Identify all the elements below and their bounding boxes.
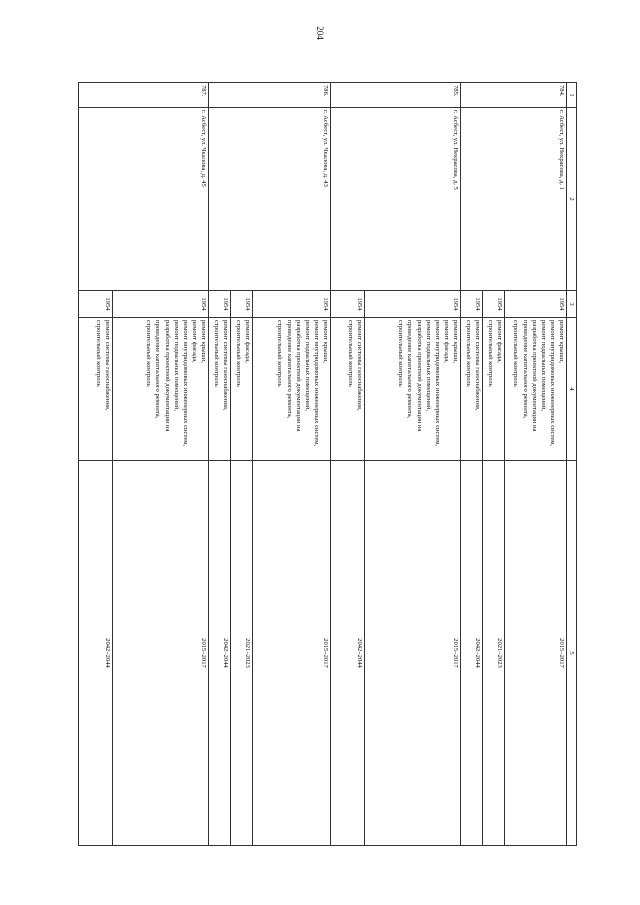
work-item: ремонт системы газоснабжения, [103,320,111,411]
works-cell [252,318,330,461]
work-item: ремонт системы газоснабжения, [355,320,363,411]
header-col-4: 4 [566,318,576,461]
work-item: ремонт подвальных помещений, [172,320,180,411]
year-cell: 1954 [208,291,230,318]
work-item: строительный контроль [94,320,102,387]
address-cell: г. Асбест, ул. Чкалова, д. 43 [208,108,330,291]
work-item: строительный контроль [486,320,494,387]
year-cell: 1954 [460,291,482,318]
works-cell [208,318,230,461]
table-row [252,83,330,846]
work-item: ремонт фасада, [243,320,251,363]
work-item: разработка проектной документации на [530,320,538,432]
work-item: разработка проектной документации на [163,320,171,432]
year-cell: 1954 [230,291,252,318]
works-cell [330,318,364,461]
works-cell [460,318,482,461]
header-col-3: 3 [566,291,576,318]
year-cell: 1954 [482,291,504,318]
header-col-2: 2 [566,108,576,291]
year-cell: 1954 [364,291,460,318]
header-col-1: 1 [566,83,576,108]
work-item: строительный контроль [234,320,242,387]
work-item: ремонт системы газоснабжения, [473,320,481,411]
work-item: разработка проектной документации на [415,320,423,432]
header-col-5: 5 [566,461,576,846]
work-item: строительный контроль [212,320,220,387]
year-cell: 1954 [504,291,566,318]
row-number-cell: 785. [330,83,460,108]
table-row [504,83,566,846]
year-cell: 1954 [330,291,364,318]
address-cell: г. Асбест, ул. Некрасова, д. 1 [460,108,566,291]
work-item: строительный контроль [145,320,153,387]
work-item: строительный контроль [512,320,520,387]
period-cell: 2021–2023 [482,461,504,846]
work-item: ремонт подвальных помещений, [539,320,547,411]
period-cell: 2015–2017 [504,461,566,846]
work-item: строительный контроль [276,320,284,387]
year-cell: 1954 [252,291,330,318]
period-cell: 2042–2044 [460,461,482,846]
work-item: ремонт подвальных помещений, [303,320,311,411]
work-item: ремонт крыши, [321,320,329,363]
row-number-cell: 784. [460,83,566,108]
page-number: 204 [315,26,325,40]
work-item: ремонт внутридомовых инженерных систем, [312,320,320,447]
address-cell: г. Асбест, ул. Чкалова, д. 45 [78,108,208,291]
work-item: ремонт подвальных помещений, [424,320,432,411]
rotated-table-wrapper [84,82,577,846]
work-item: строительный контроль [397,320,405,387]
works-cell [482,318,504,461]
work-item: строительный контроль [346,320,354,387]
work-item: проведение капитального ремонта, [285,320,293,419]
work-item: ремонт крыши, [199,320,207,363]
work-item: ремонт фасада, [442,320,450,363]
work-item: ремонт фасада, [190,320,198,363]
table-body [78,83,566,846]
period-cell: 2021–2023 [230,461,252,846]
address-cell: г. Асбест, ул. Некрасова, д. 5 [330,108,460,291]
works-cell [112,318,208,461]
work-item: проведение капитального ремонта, [521,320,529,419]
repair-schedule-table [78,82,577,846]
works-cell [364,318,460,461]
work-item: ремонт внутридомовых инженерных систем, [181,320,189,447]
work-item: разработка проектной документации на [294,320,302,432]
year-cell: 1954 [112,291,208,318]
row-number-cell: 787. [78,83,208,108]
work-item: проведение капитального ремонта, [406,320,414,419]
period-cell: 2015–2017 [364,461,460,846]
work-item: ремонт крыши, [451,320,459,363]
work-item: строительный контроль [464,320,472,387]
table-header-row [566,83,576,846]
work-item: ремонт системы газоснабжения, [221,320,229,411]
work-item: ремонт крыши, [557,320,565,363]
period-cell: 2042–2044 [78,461,112,846]
row-number-cell: 786. [208,83,330,108]
table-row [112,83,208,846]
year-cell: 1954 [78,291,112,318]
period-cell: 2015–2017 [252,461,330,846]
period-cell: 2015–2017 [112,461,208,846]
works-cell [230,318,252,461]
work-item: ремонт внутридомовых инженерных систем, [548,320,556,447]
period-cell: 2042–2044 [208,461,230,846]
period-cell: 2042–2044 [330,461,364,846]
works-cell [504,318,566,461]
work-item: ремонт внутридомовых инженерных систем, [433,320,441,447]
works-cell [78,318,112,461]
work-item: ремонт фасада, [495,320,503,363]
table-row [364,83,460,846]
work-item: проведение капитального ремонта, [154,320,162,419]
